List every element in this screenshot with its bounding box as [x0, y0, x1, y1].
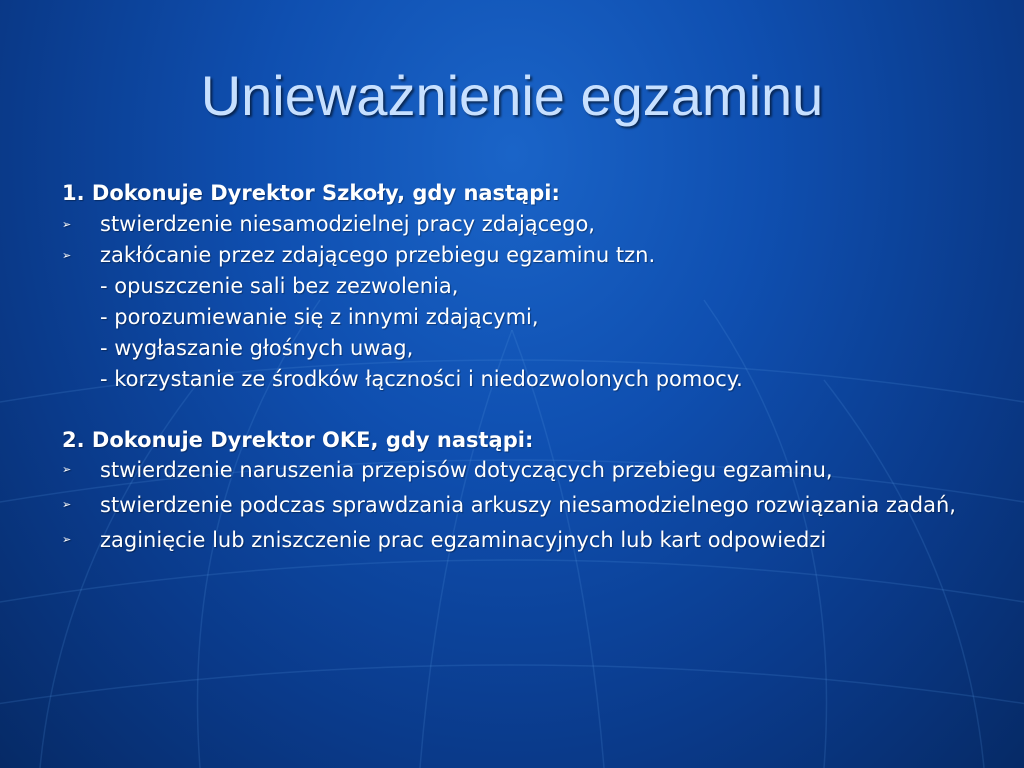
arrowhead-bullet-icon: ➢: [62, 498, 72, 511]
bullet-text: stwierdzenie naruszenia przepisów dotyczących przebiegu egzaminu,: [100, 458, 833, 482]
section-1-subitem: - wygłaszanie głośnych uwag,: [100, 336, 414, 360]
bullet-text: zaginięcie lub zniszczenie prac egzaminacyjnych lub kart odpowiedzi: [100, 528, 827, 552]
bullet-text: stwierdzenie podczas sprawdzania arkuszy niesamodzielnego rozwiązania zadań,: [100, 493, 956, 517]
section-1-heading: 1. Dokonuje Dyrektor Szkoły, gdy nastąpi:: [62, 181, 560, 205]
section-1-bullet: [62, 240, 962, 271]
section-1-subitem: - opuszczenie sali bez zezwolenia,: [100, 274, 459, 298]
bullet-text: stwierdzenie niesamodzielnej pracy zdającego,: [100, 212, 595, 236]
bullet-text: zakłócanie przez zdającego przebiegu egzaminu tzn.: [100, 243, 656, 267]
section-1-subitem: - korzystanie ze środków łączności i niedozwolonych pomocy.: [100, 367, 743, 391]
section-2-heading: 2. Dokonuje Dyrektor OKE, gdy nastąpi:: [62, 428, 534, 452]
section-spacer: [62, 395, 962, 425]
arrowhead-bullet-icon: ➢: [62, 533, 72, 546]
arrowhead-bullet-icon: ➢: [62, 463, 72, 476]
section-1-bullet: [62, 209, 962, 240]
section-2-bullet: [62, 493, 962, 524]
section-1-subitem: - porozumiewanie się z innymi zdającymi,: [100, 305, 539, 329]
slide-content: [62, 178, 962, 563]
arrowhead-bullet-icon: ➢: [62, 218, 72, 231]
slide-title: Unieważnienie egzaminu: [200, 64, 824, 127]
section-2-bullet: [62, 528, 962, 559]
arrowhead-bullet-icon: ➢: [62, 249, 72, 262]
section-2-bullet: [62, 458, 962, 489]
